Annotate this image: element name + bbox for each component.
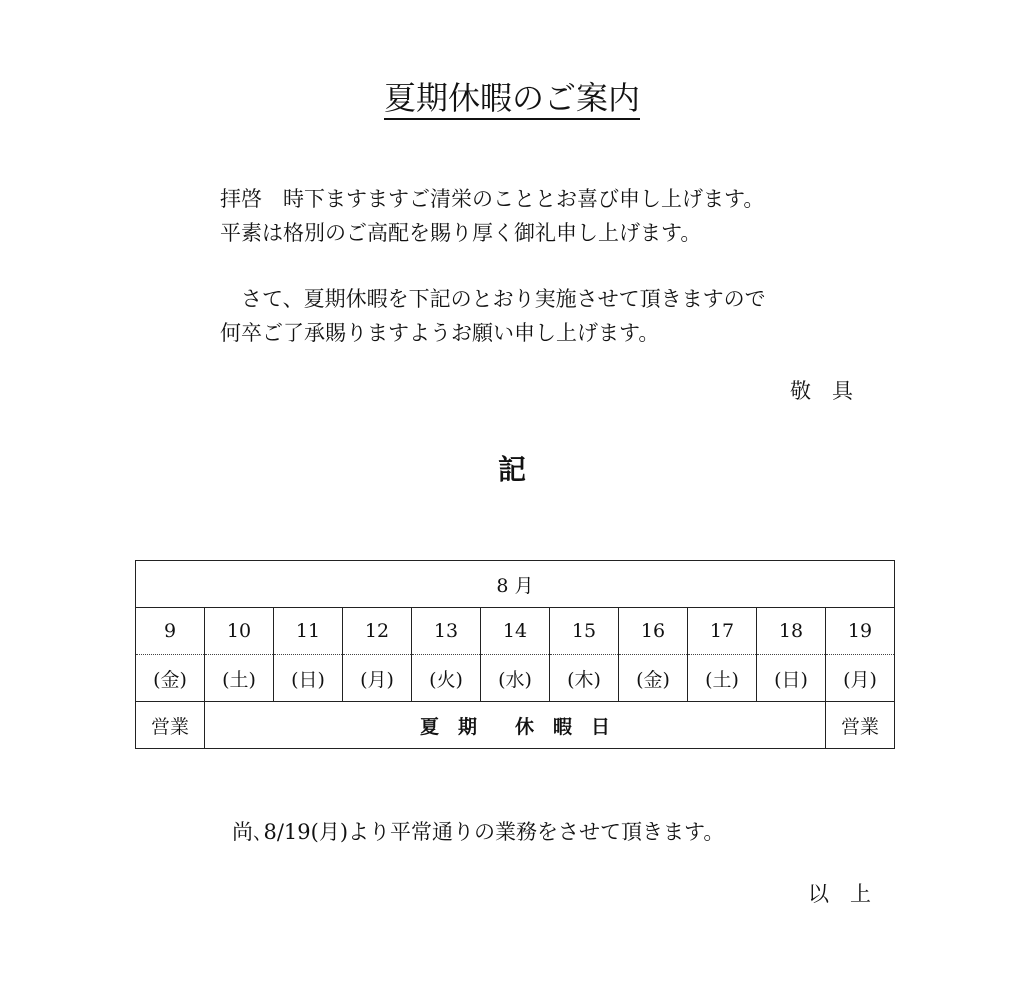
status-row	[136, 702, 895, 749]
status-open-end: 営業	[826, 702, 895, 749]
greeting-paragraph	[220, 182, 764, 250]
document-title-text: 夏期休暇のご案内	[384, 79, 640, 120]
weekday-cell: (土)	[205, 655, 274, 702]
day-cell: 13	[412, 608, 481, 655]
closing-keigu: 敬 具	[790, 379, 853, 403]
weekday-cell: (金)	[136, 655, 205, 702]
weekday-cell: (木)	[550, 655, 619, 702]
day-cell: 12	[343, 608, 412, 655]
body-paragraph	[220, 282, 766, 350]
month-cell: 8 月	[136, 561, 895, 608]
status-open-start: 営業	[136, 702, 205, 749]
weekday-cell: (火)	[412, 655, 481, 702]
holiday-calendar-table	[135, 560, 895, 749]
resume-note: 尚､8/19(月)より平常通りの業務をさせて頂きます。	[232, 820, 725, 844]
day-cell: 9	[136, 608, 205, 655]
holiday-span-cell	[205, 702, 826, 749]
holiday-label: 夏 期 休 暇 日	[419, 715, 610, 738]
closing-ijou: 以 上	[808, 882, 871, 906]
greeting-line-2: 平素は格別のご高配を賜り厚く御礼申し上げます。	[220, 221, 702, 245]
day-cell: 10	[205, 608, 274, 655]
weekday-cell: (土)	[688, 655, 757, 702]
month-row	[136, 561, 895, 608]
day-cell: 16	[619, 608, 688, 655]
day-cell: 19	[826, 608, 895, 655]
body-line-1: さて、夏期休暇を下記のとおり実施させて頂きますので	[220, 287, 766, 311]
weekday-cell: (日)	[757, 655, 826, 702]
day-cell: 11	[274, 608, 343, 655]
greeting-line-1: 拝啓 時下ますますご清栄のこととお喜び申し上げます。	[220, 187, 765, 211]
weekday-cell: (日)	[274, 655, 343, 702]
day-cell: 18	[757, 608, 826, 655]
day-cell: 14	[481, 608, 550, 655]
day-cell: 17	[688, 608, 757, 655]
document-title	[0, 76, 1024, 120]
weekday-cell: (月)	[343, 655, 412, 702]
weekday-cell: (金)	[619, 655, 688, 702]
day-cell: 15	[550, 608, 619, 655]
body-line-2: 何卒ご了承賜りますようお願い申し上げます。	[220, 321, 660, 345]
weekday-cell: (月)	[826, 655, 895, 702]
weekday-cell: (水)	[481, 655, 550, 702]
day-row	[136, 608, 895, 655]
ki-heading: 記	[497, 453, 526, 486]
weekday-row	[136, 655, 895, 702]
